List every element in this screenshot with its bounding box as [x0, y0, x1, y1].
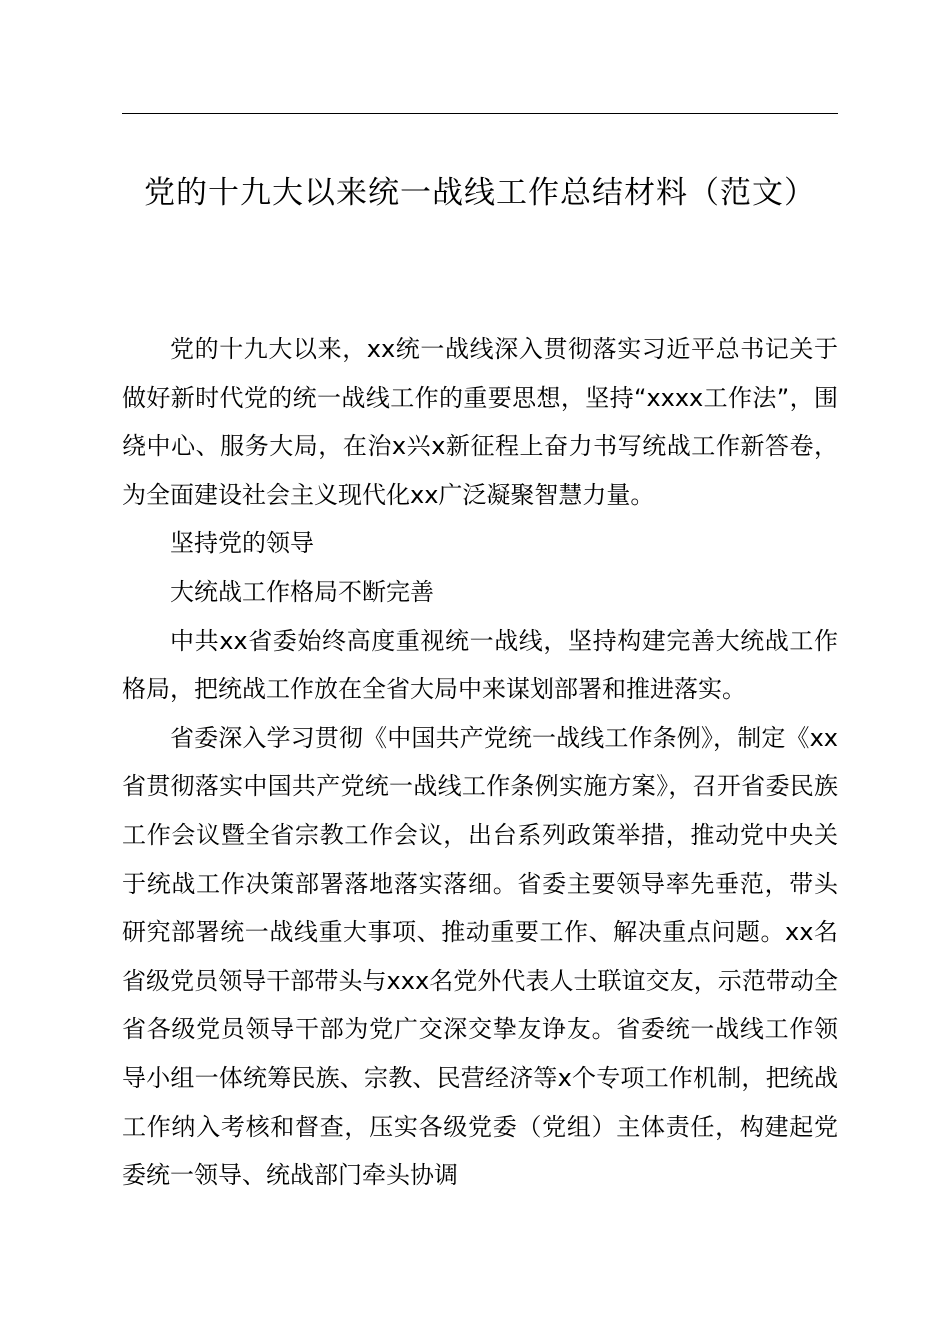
document-body	[122, 325, 838, 1200]
paragraph: 省委深入学习贯彻《中国共产党统一战线工作条例》，制定《xx省贯彻落实中国共产党统一战线工作条例实施方案》，召开省委民族工作会议暨全省宗教工作会议，出台系列政策举措，推动党中央关于统战工作决策部署落地落实落细。省委主要领导率先垂范，带头研究部署统一战线重大事项、推动重要工作、解决重点问题。xx名省级党员领导干部带头与xxx名党外代表人士联谊交友，示范带动全省各级党员领导干部为党广交深交挚友诤友。省委统一战线工作领导小组一体统筹民族、宗教、民营经济等x个专项工作机制，把统战工作纳入考核和督查，压实各级党委（党组）主体责任，构建起党委统一领导、统战部门牵头协调	[122, 723, 838, 1190]
section-heading: 坚持党的领导	[170, 529, 314, 558]
subsection-heading: 大统战工作格局不断完善	[170, 577, 434, 606]
document-title: 党的十九大以来统一战线工作总结材料（范文）	[144, 175, 816, 211]
paragraph: 中共xx省委始终高度重视统一战线，坚持构建完善大统战工作格局，把统战工作放在全省大局中来谋划部署和推进落实。	[122, 626, 838, 704]
paragraph-intro: 党的十九大以来，xx统一战线深入贯彻落实习近平总书记关于做好新时代党的统一战线工作的重要思想，坚持“xxxx工作法”，围绕中心、服务大局，在治x兴x新征程上奋力书写统战工作新答卷，为全面建设社会主义现代化xx广泛凝聚智慧力量。	[122, 335, 838, 509]
header-rule	[122, 113, 838, 114]
